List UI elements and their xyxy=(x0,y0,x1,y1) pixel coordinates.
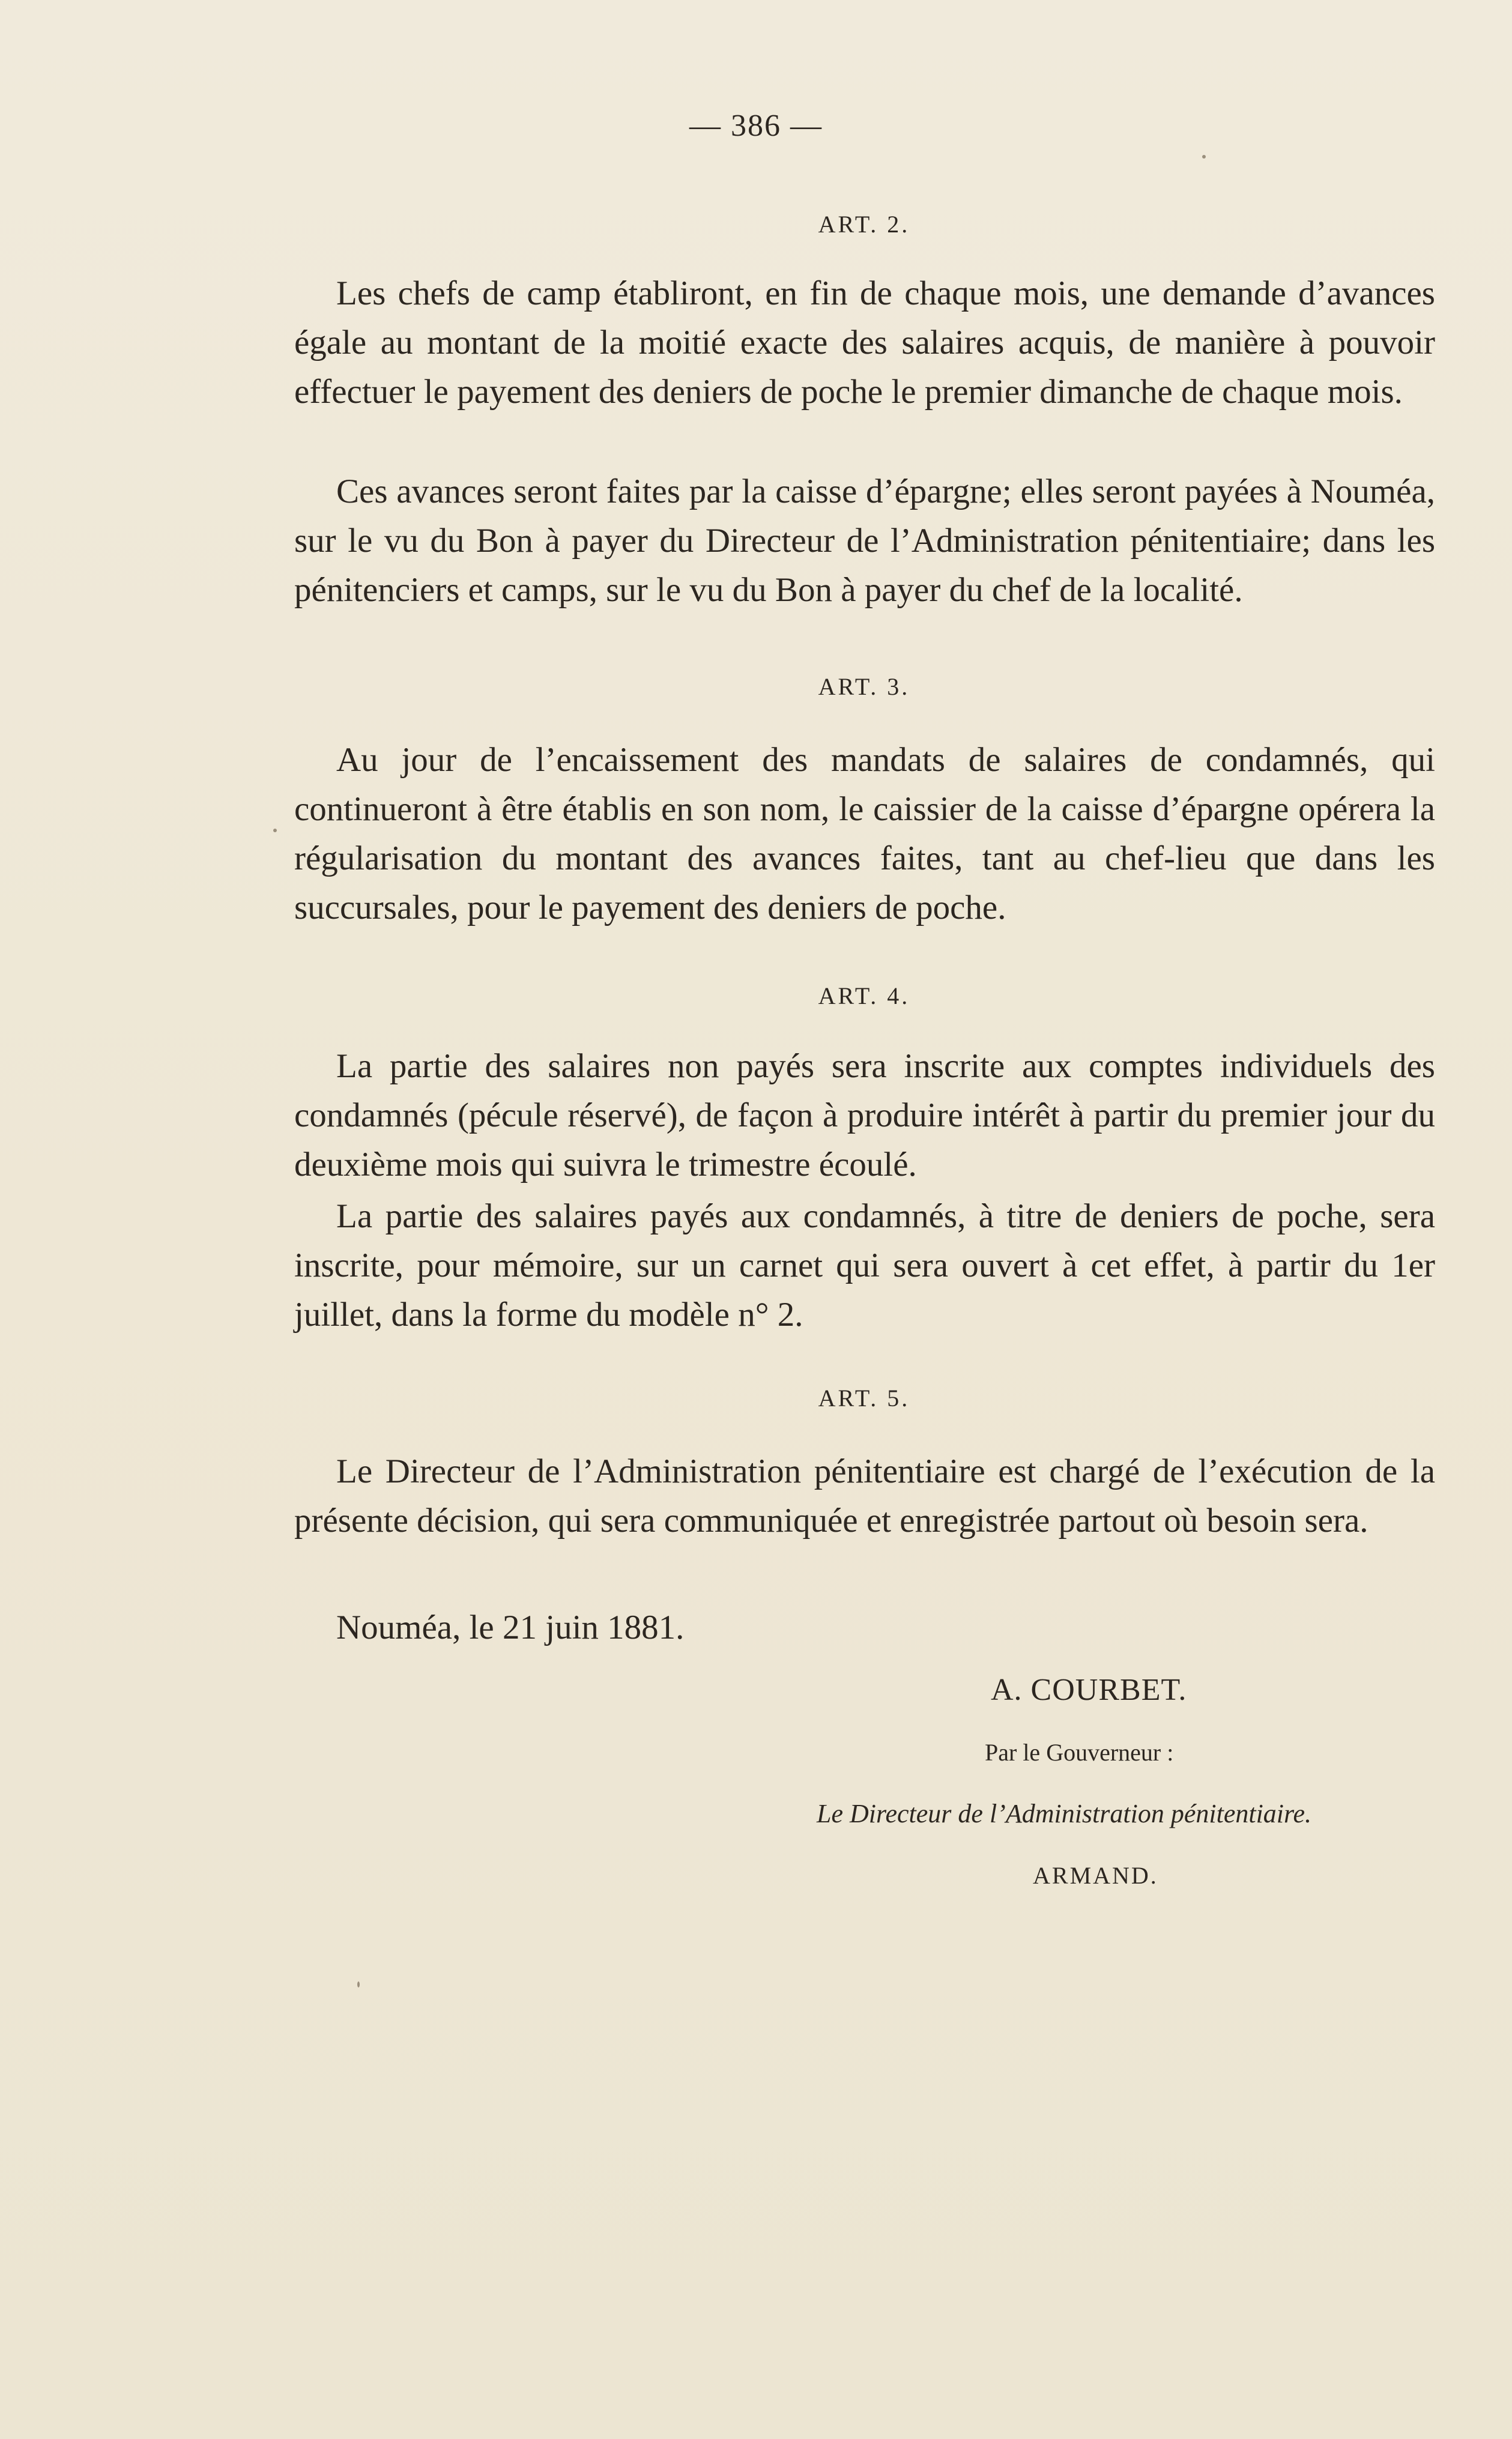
article-5-paragraph-1: Le Directeur de l’Administration pénitentiaire est chargé de l’exécution de la présente décision, qui sera communiquée et enregistrée partout où besoin sera. xyxy=(294,1452,1435,1540)
paper-speck xyxy=(1202,155,1206,159)
paper-speck xyxy=(357,1981,360,1987)
article-4-heading: ART. 4. xyxy=(818,982,910,1009)
article-2-heading: ART. 2. xyxy=(818,211,910,238)
date-line: Nouméa, le 21 juin 1881. xyxy=(336,1609,685,1646)
article-4-paragraph-2: La partie des salaires payés aux condamnés, à titre de deniers de poche, sera inscrite, pour mémoire, sur un carnet qui sera ouvert à cet effet, à partir du 1er juillet, dans la forme du modèle n° 2. xyxy=(294,1197,1435,1334)
article-2-paragraph-1: Les chefs de camp établiront, en fin de chaque mois, une demande d’avances égale au montant de la moitié exacte des salaires acquis, de manière à pouvoir effectuer le payement des deniers de poche le premier dimanche de chaque mois. xyxy=(294,274,1435,411)
signature-name: A. COURBET. xyxy=(991,1673,1187,1707)
article-5-heading: ART. 5. xyxy=(818,1385,910,1412)
signature-title: Le Directeur de l’Administration pénitentiaire. xyxy=(817,1799,1312,1828)
paper-speck xyxy=(273,829,277,832)
page-number: — 386 — xyxy=(689,109,823,143)
signature-director-name: ARMAND. xyxy=(1033,1862,1158,1889)
article-3-heading: ART. 3. xyxy=(818,673,910,700)
article-3-paragraph-1: Au jour de l’encaissement des mandats de salaires de condamnés, qui continueront à être établis en son nom, le caissier de la caisse d’épargne opérera la régularisation du montant des avances faites, tant au chef-lieu que dans les succursales, pour le payement des deniers de poche. xyxy=(294,741,1435,926)
signature-by-line: Par le Gouverneur : xyxy=(985,1739,1174,1766)
article-2-paragraph-2: Ces avances seront faites par la caisse d’épargne; elles seront payées à Nouméa, sur le vu du Bon à payer du Directeur de l’Administration pénitentiaire; dans les pénitenciers et camps, sur le vu du Bon à payer du chef de la localité. xyxy=(294,473,1435,609)
article-4-paragraph-1: La partie des salaires non payés sera inscrite aux comptes individuels des condamnés (pécule réservé), de façon à produire intérêt à partir du premier jour du deuxième mois qui suivra le trimestre écoulé. xyxy=(294,1047,1435,1183)
